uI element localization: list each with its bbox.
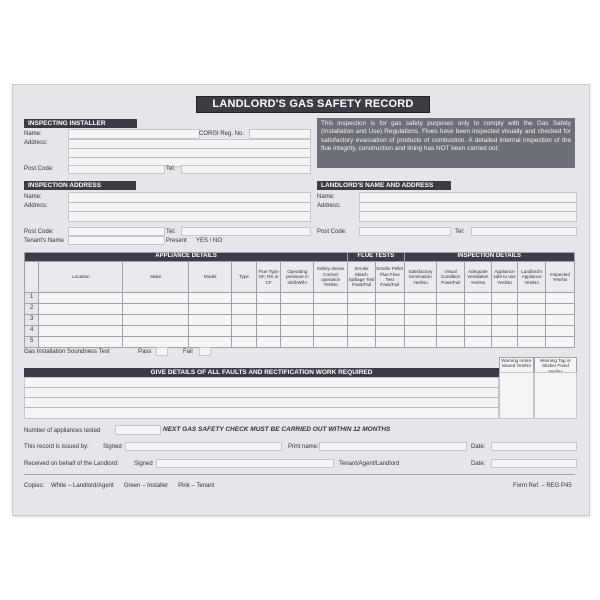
received-signed-label: Signed <box>134 461 153 467</box>
table-cell[interactable] <box>281 293 314 304</box>
table-cell[interactable] <box>39 326 123 337</box>
received-on-behalf-label: Received on behalf of the Landlord: <box>24 461 119 467</box>
table-cell[interactable] <box>518 337 546 348</box>
table-cell[interactable] <box>491 293 518 304</box>
warning-notice-header: Warning notice issued Yes/No <box>499 357 534 373</box>
received-signature-field[interactable] <box>156 459 334 468</box>
table-cell[interactable] <box>189 337 232 348</box>
table-cell[interactable] <box>437 337 465 348</box>
landlord-postcode-label: Post Code: <box>317 229 347 235</box>
col-inspected: Inspected Yes/No <box>546 262 575 293</box>
col-operating-pressure: Operating pressure in mb/kW/hr <box>281 262 314 293</box>
col-model: Model <box>189 262 232 293</box>
table-cell[interactable] <box>546 326 575 337</box>
table-row <box>25 304 575 315</box>
installer-tel-label: Tel: <box>166 166 176 172</box>
soundness-fail-label: Fail <box>183 349 193 355</box>
faults-line <box>25 397 498 398</box>
table-cell[interactable] <box>39 337 123 348</box>
installer-postcode-field[interactable] <box>68 165 165 174</box>
appliance-details-header: APPLIANCE DETAILS <box>25 253 348 262</box>
inspection-postcode-field[interactable] <box>68 227 165 236</box>
issued-date-field[interactable] <box>491 442 577 451</box>
col-visual-condition: Visual Condition Pass/Fail <box>437 262 465 293</box>
tenant-name-label: Tenant's Name <box>24 238 64 244</box>
table-cell[interactable] <box>491 337 518 348</box>
inspection-tel-field[interactable] <box>181 227 311 236</box>
table-cell[interactable] <box>348 315 376 326</box>
table-cell[interactable] <box>404 304 437 315</box>
landlord-postcode-field[interactable] <box>359 227 451 236</box>
corgi-reg-field[interactable] <box>249 129 311 139</box>
table-cell[interactable] <box>314 337 348 348</box>
table-cell[interactable] <box>232 293 257 304</box>
table-cell[interactable] <box>256 337 281 348</box>
table-cell[interactable] <box>123 326 189 337</box>
table-cell[interactable] <box>123 315 189 326</box>
address-line <box>69 157 310 158</box>
table-cell[interactable] <box>404 337 437 348</box>
table-cell[interactable] <box>256 326 281 337</box>
issued-date-label: Date: <box>471 444 486 450</box>
present-yes-no[interactable]: YES / NO <box>196 238 223 244</box>
table-cell[interactable] <box>281 315 314 326</box>
faults-line <box>25 407 498 408</box>
col-termination: Satisfactory termination Yes/No <box>404 262 437 293</box>
table-cell[interactable] <box>189 315 232 326</box>
col-safety-device: Safety device Correct operation Yes/No <box>314 262 348 293</box>
table-cell[interactable] <box>256 315 281 326</box>
table-cell[interactable] <box>232 326 257 337</box>
installer-section-header: INSPECTING INSTALLER <box>24 119 137 128</box>
received-date-field[interactable] <box>491 459 577 468</box>
col-landlords-appliance: Landlord's Appliance Yes/No <box>518 262 546 293</box>
table-cell[interactable] <box>546 337 575 348</box>
table-cell[interactable] <box>189 304 232 315</box>
faults-details-field[interactable] <box>24 377 499 419</box>
footer-divider <box>24 474 575 475</box>
table-cell[interactable] <box>375 337 404 348</box>
row-number: 5 <box>25 337 39 348</box>
col-smoke-match: Smoke Match Spillage Test Pass/Fail <box>348 262 376 293</box>
gas-safety-record-form <box>12 84 590 516</box>
landlord-address-field[interactable] <box>359 192 577 222</box>
table-cell[interactable] <box>518 326 546 337</box>
address-line <box>360 211 576 212</box>
table-cell[interactable] <box>465 293 492 304</box>
table-cell[interactable] <box>232 304 257 315</box>
table-cell[interactable] <box>281 337 314 348</box>
table-cell[interactable] <box>281 304 314 315</box>
issued-signature-field[interactable] <box>125 442 282 451</box>
appliances-tested-label: Number of appliances tested <box>24 428 101 434</box>
table-cell[interactable] <box>189 326 232 337</box>
inspection-details-header: INSPECTION DETAILS <box>404 253 574 262</box>
table-cell[interactable] <box>437 315 465 326</box>
table-cell[interactable] <box>314 304 348 315</box>
inspection-postcode-label: Post Code: <box>24 229 54 235</box>
table-cell[interactable] <box>518 315 546 326</box>
row-number: 1 <box>25 293 39 304</box>
form-reference: Form Ref. – REG P45 <box>513 483 572 489</box>
address-line <box>69 211 310 212</box>
inspection-tel-label: Tel: <box>166 229 176 235</box>
inspection-address-header: INSPECTION ADDRESS <box>24 181 136 190</box>
table-cell[interactable] <box>314 326 348 337</box>
table-cell[interactable] <box>465 326 492 337</box>
table-cell[interactable] <box>123 293 189 304</box>
table-cell[interactable] <box>491 326 518 337</box>
col-type: Type <box>232 262 257 293</box>
inspection-address-label: Address: <box>24 203 48 209</box>
table-cell[interactable] <box>348 304 376 315</box>
table-cell[interactable] <box>437 304 465 315</box>
table-cell[interactable] <box>232 315 257 326</box>
tenant-agent-landlord-label: Tenant/Agent/Landlord <box>339 461 400 467</box>
table-cell[interactable] <box>39 315 123 326</box>
table-row <box>25 337 575 348</box>
table-row <box>25 293 575 304</box>
table-cell[interactable] <box>375 304 404 315</box>
table-cell[interactable] <box>546 304 575 315</box>
col-location: Location <box>39 262 123 293</box>
next-check-warning: NEXT GAS SAFETY CHECK MUST BE CARRIED OUT WITHIN 12 MONTHS <box>163 426 391 433</box>
table-cell[interactable] <box>123 337 189 348</box>
landlord-section-header: LANDLORD'S NAME AND ADDRESS <box>317 181 451 190</box>
table-cell[interactable] <box>348 326 376 337</box>
table-cell[interactable] <box>546 315 575 326</box>
installer-postcode-label: Post Code: <box>24 166 54 172</box>
table-cell[interactable] <box>546 293 575 304</box>
issued-signed-label: Signed <box>103 444 122 450</box>
table-cell[interactable] <box>232 337 257 348</box>
address-line <box>69 202 310 203</box>
soundness-pass-checkbox[interactable] <box>156 347 168 356</box>
row-number: 3 <box>25 315 39 326</box>
present-label: Present <box>166 238 187 244</box>
table-cell[interactable] <box>491 304 518 315</box>
row-number: 4 <box>25 326 39 337</box>
row-number-header <box>25 262 39 293</box>
col-safe-to-use: Appliance safe to use Yes/No <box>491 262 518 293</box>
table-cell[interactable] <box>281 326 314 337</box>
col-flue-type: Flue Type OF, RS or CF <box>256 262 281 293</box>
print-name-label: Print name: <box>288 444 319 450</box>
table-cell[interactable] <box>404 315 437 326</box>
address-line <box>360 202 576 203</box>
landlord-tel-field[interactable] <box>471 227 577 236</box>
table-cell[interactable] <box>404 326 437 337</box>
inspection-name-label: Name: <box>24 194 42 200</box>
soundness-test-label: Gas Installation Soundness Test <box>24 349 110 355</box>
warning-tag-header: Warning Tag or Sticker Fixed <box>534 357 577 373</box>
table-cell[interactable] <box>375 293 404 304</box>
corgi-reg-label: CORGI Reg. No. <box>199 131 245 137</box>
address-line <box>69 148 310 149</box>
landlord-address-label: Address: <box>317 203 341 209</box>
copies-distribution: Copies: White – Landlord/Agent Green – Installer Pink – Tenant <box>24 483 215 489</box>
table-cell[interactable] <box>348 293 376 304</box>
appliance-table <box>24 252 575 348</box>
table-cell[interactable] <box>39 293 123 304</box>
soundness-fail-checkbox[interactable] <box>199 347 211 356</box>
table-cell[interactable] <box>404 293 437 304</box>
installer-address-field[interactable] <box>68 139 311 167</box>
warning-tag-field[interactable] <box>534 372 577 419</box>
tenant-name-field[interactable] <box>68 236 165 245</box>
table-cell[interactable] <box>189 293 232 304</box>
received-date-label: Date: <box>471 461 486 467</box>
table-cell[interactable] <box>375 326 404 337</box>
soundness-pass-label: Pass <box>138 349 152 355</box>
table-cell[interactable] <box>518 293 546 304</box>
landlord-name-label: Name: <box>317 194 335 200</box>
print-name-field[interactable] <box>319 442 467 451</box>
inspection-address-field[interactable] <box>68 192 311 222</box>
table-cell[interactable] <box>123 304 189 315</box>
installer-address-label: Address: <box>24 140 48 146</box>
table-cell[interactable] <box>39 304 123 315</box>
col-ventilation: Adequate Ventilation Yes/No <box>465 262 492 293</box>
landlord-tel-label: Tel: <box>455 229 465 235</box>
table-cell[interactable] <box>314 293 348 304</box>
installer-name-label: Name: <box>24 131 42 137</box>
table-cell[interactable] <box>465 315 492 326</box>
table-cell[interactable] <box>256 304 281 315</box>
form-title: LANDLORD'S GAS SAFETY RECORD <box>196 96 430 113</box>
table-cell[interactable] <box>518 304 546 315</box>
table-cell[interactable] <box>314 315 348 326</box>
row-number: 2 <box>25 304 39 315</box>
flue-tests-header: FLUE TESTS <box>348 253 404 262</box>
installer-tel-field[interactable] <box>181 165 311 174</box>
table-row <box>25 326 575 337</box>
table-cell[interactable] <box>465 304 492 315</box>
faults-line <box>25 387 498 388</box>
warning-notice-field[interactable] <box>499 372 534 419</box>
table-cell[interactable] <box>348 337 376 348</box>
table-row <box>25 315 575 326</box>
table-cell[interactable] <box>437 293 465 304</box>
appliance-rows <box>25 293 575 348</box>
faults-section-header: GIVE DETAILS OF ALL FAULTS AND RECTIFICATION WORK REQUIRED <box>24 368 499 377</box>
table-cell[interactable] <box>491 315 518 326</box>
inspection-notice: This inspection is for gas safety purposes only to comply with the Gas Safety (Installation and Use) Regulations. Flues have been inspected visually and checked for satisfactory evacuation of products of combustion. A detailed internal inspection of the flue integrity, construction and lining has NOT been carried out. <box>317 118 575 168</box>
issued-by-label: This record is issued by: <box>24 444 89 450</box>
installer-name-field[interactable] <box>68 129 200 139</box>
appliances-tested-field[interactable] <box>115 425 161 435</box>
table-cell[interactable] <box>256 293 281 304</box>
table-cell[interactable] <box>465 337 492 348</box>
col-smoke-pellet: Smoke Pellet Flue Flow Test Pass/Fail <box>375 262 404 293</box>
col-make: Make <box>123 262 189 293</box>
table-cell[interactable] <box>375 315 404 326</box>
table-cell[interactable] <box>437 326 465 337</box>
